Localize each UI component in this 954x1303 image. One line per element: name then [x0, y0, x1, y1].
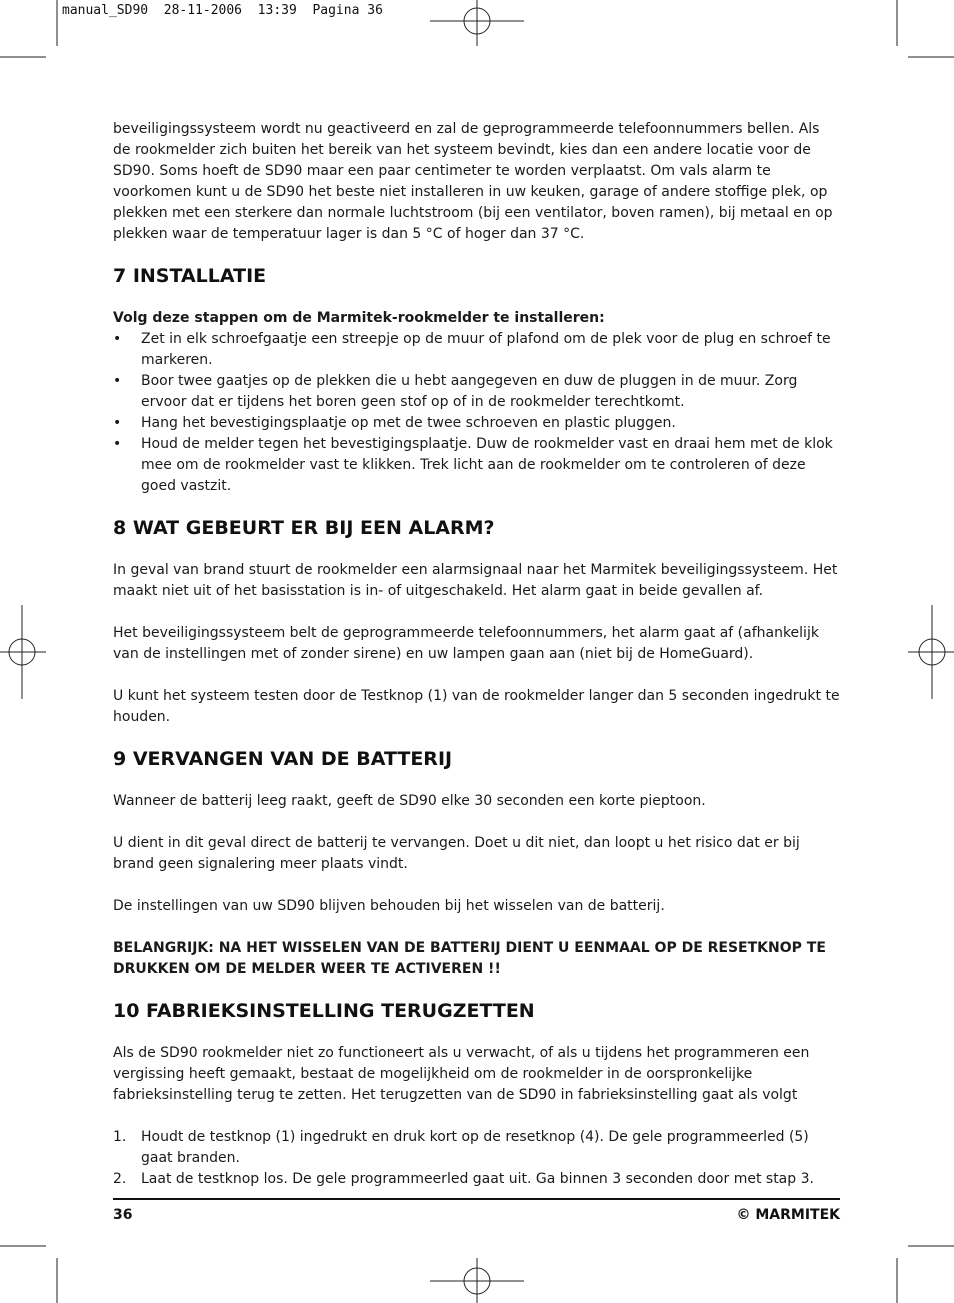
footer-copyright: © MARMITEK	[736, 1207, 840, 1223]
list-item: • Boor twee gaatjes op de plekken die u hebt aangegeven en duw de pluggen in de muur. Zorg ervoor dat er tijdens het boren geen stof op of in de rookmelder terechtkomt.	[113, 371, 841, 413]
body-paragraph: Wanneer de batterij leeg raakt, geeft de SD90 elke 30 seconden een korte pieptoon.	[113, 793, 706, 809]
registration-mark-bottom	[430, 1258, 524, 1303]
section-heading-fabrieksinstelling: 10 FABRIEKSINSTELLING TERUGZETTEN	[113, 1000, 535, 1022]
body-paragraph: Als de SD90 rookmelder niet zo functioneert als u verwacht, of als u tijdens het programmeren een vergissing heeft gemaakt, bestaat de mogelijkheid om de rookmelder in de oorspronkelijke fabrieksinstelling terug te zetten. Het terugzetten van de SD90 in fabrieksinstelling gaat als volgt	[113, 1045, 810, 1103]
list-item: • Zet in elk schroefgaatje een streepje op de muur of plafond om de plek voor de plug en schroef te markeren.	[113, 329, 841, 371]
page-content	[113, 119, 841, 1190]
body-paragraph: U kunt het systeem testen door de Testknop (1) van de rookmelder langer dan 5 seconden ingedrukt te houden.	[113, 688, 840, 725]
step-text: Houdt de testknop (1) ingedrukt en druk kort op de resetknop (4). De gele programmeerled (5) gaat branden.	[141, 1129, 809, 1166]
list-item: • Houd de melder tegen het bevestigingsplaatje. Duw de rookmelder vast en draai hem met de klok mee om de rookmelder vast te klikken. Trek licht aan de rookmelder om te controleren of deze goed vastzit.	[113, 434, 841, 497]
registration-mark-right	[908, 605, 954, 699]
body-paragraph: In geval van brand stuurt de rookmelder een alarmsignaal naar het Marmitek beveiligingssysteem. Het maakt niet uit of het basisstation is in- of uitgeschakeld. Het alarm gaat in beide gevallen af.	[113, 562, 838, 599]
section-heading-batterij: 9 VERVANGEN VAN DE BATTERIJ	[113, 748, 453, 770]
print-slug: manual_SD90 28-11-2006 13:39 Pagina 36	[62, 3, 383, 18]
step-text: Laat de testknop los. De gele programmeerled gaat uit. Ga binnen 3 seconden door met stap 3.	[141, 1171, 814, 1187]
body-paragraph: Het beveiligingssysteem belt de geprogrammeerde telefoonnummers, het alarm gaat af (afhankelijk van de instellingen met of zonder sirene) en uw lampen gaan aan (niet bij de HomeGuard).	[113, 625, 819, 662]
registration-mark-top	[430, 0, 524, 46]
install-steps-list	[113, 329, 841, 497]
section-heading-alarm: 8 WAT GEBEURT ER BIJ EEN ALARM?	[113, 517, 495, 539]
step-number: 2.	[113, 1171, 127, 1187]
body-paragraph: U dient in dit geval direct de batterij te vervangen. Doet u dit niet, dan loopt u het risico dat er bij brand geen signalering meer plaats vindt.	[113, 835, 800, 872]
list-item: • Hang het bevestigingsplaatje op met de twee schroeven en plastic pluggen.	[113, 413, 841, 434]
important-warning: BELANGRIJK: NA HET WISSELEN VAN DE BATTERIJ DIENT U EENMAAL OP DE RESETKNOP TE DRUKKEN OM DE MELDER WEER TE ACTIVEREN !!	[113, 940, 826, 977]
install-subheading: Volg deze stappen om de Marmitek-rookmelder te installeren:	[113, 310, 605, 326]
intro-paragraph: beveiligingssysteem wordt nu geactiveerd en zal de geprogrammeerde telefoonnummers bellen. Als de rookmelder zich buiten het bereik van het systeem bevindt, kies dan een andere locatie voor de SD90. Soms hoeft de SD90 maar een paar centimeter te worden verplaatst. Om vals alarm te voorkomen kunt u de SD90 het beste niet installeren in uw keuken, garage of andere stoffige plek, op plekken met een sterkere dan normale luchtstroom (bij een ventilator, boven ramen), bij metaal en op plekken waar de temperatuur lager is dan 5 °C of hoger dan 37 °C.	[113, 121, 833, 242]
body-paragraph: De instellingen van uw SD90 blijven behouden bij het wisselen van de batterij.	[113, 898, 665, 914]
registration-mark-left	[0, 605, 46, 699]
step-number: 1.	[113, 1129, 127, 1145]
footer-divider	[113, 1198, 840, 1200]
reset-steps-list	[113, 1127, 841, 1190]
page-number: 36	[113, 1207, 133, 1223]
list-item	[113, 1169, 841, 1190]
list-item	[113, 1127, 841, 1169]
section-heading-installatie: 7 INSTALLATIE	[113, 265, 267, 287]
